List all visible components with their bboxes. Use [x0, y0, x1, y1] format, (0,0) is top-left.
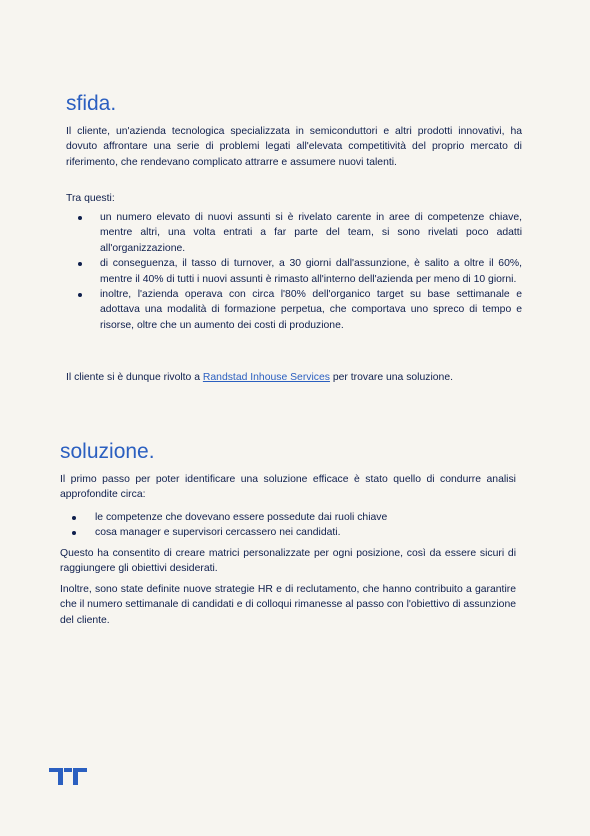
- bullet-icon: [72, 531, 76, 535]
- bullet-icon: [78, 262, 82, 266]
- soluzione-intro: Il primo passo per poter identificare una soluzione efficace è stato quello di condurre analisi approfondite circa:: [60, 474, 516, 501]
- soluzione-para-1: Questo ha consentito di creare matrici personalizzate per ogni posizione, così da essere sicuri di raggiungere gli obiettivi desiderati.: [60, 548, 516, 575]
- list-item-text: inoltre, l'azienda operava con circa l'80% dell'organico target su base settimanale e adottava una modalità di formazione perpetua, che comportava uno spreco di tempo e risorse, oltre che un aumento dei costi di produzione.: [100, 289, 522, 331]
- list-item-text: cosa manager e supervisori cercassero nei candidati.: [95, 527, 341, 539]
- sfida-heading: sfida.: [66, 92, 117, 115]
- list-item: [95, 510, 516, 525]
- bullet-icon: [78, 293, 82, 297]
- list-item: [100, 210, 522, 256]
- randstad-logo-icon: [48, 766, 88, 786]
- soluzione-para-2: Inoltre, sono state definite nuove strategie HR e di reclutamento, che hanno contribuito a garantire che il numero settimanale di candidati e di colloqui rimanesse al passo con l'obiettivo di assunzione del cliente.: [60, 584, 516, 626]
- list-item-text: le competenze che dovevano essere possedute dai ruoli chiave: [95, 512, 388, 523]
- closing-text-after: per trovare una soluzione.: [329, 372, 453, 383]
- soluzione-bullet-list: [95, 510, 516, 541]
- soluzione-heading: soluzione.: [60, 440, 155, 463]
- list-item-text: di conseguenza, il tasso di turnover, a 30 giorni dall'assunzione, è salito a oltre il 60%, mentre il 40% di tutti i nuovi assunti è rimasto all'interno dell'azienda per meno di 10 giorni.: [100, 258, 522, 285]
- bullet-icon: [72, 516, 76, 520]
- sfida-closing: [66, 370, 522, 385]
- sfida-list-intro: Tra questi:: [66, 193, 115, 204]
- bullet-icon: [78, 216, 82, 220]
- list-item: [100, 256, 522, 287]
- closing-text-before: Il cliente si è dunque rivolto a: [66, 372, 203, 383]
- randstad-inhouse-link[interactable]: Randstad Inhouse Services: [202, 372, 330, 383]
- sfida-intro: Il cliente, un'azienda tecnologica specializzata in semiconduttori e altri prodotti innovativi, ha dovuto affrontare una serie di problemi legati all'elevata competitività del proprio mercato di riferimento, che rendevano complicato attrarre e assumere nuovi talenti.: [66, 126, 522, 168]
- list-item: [95, 525, 516, 540]
- list-item: [100, 287, 522, 333]
- sfida-bullet-list: [100, 210, 522, 333]
- list-item-text: un numero elevato di nuovi assunti si è rivelato carente in aree di competenze chiave, mentre altri, una volta entrati a far parte del team, si sono rivelati poco adatti all'organizzazione.: [100, 212, 522, 254]
